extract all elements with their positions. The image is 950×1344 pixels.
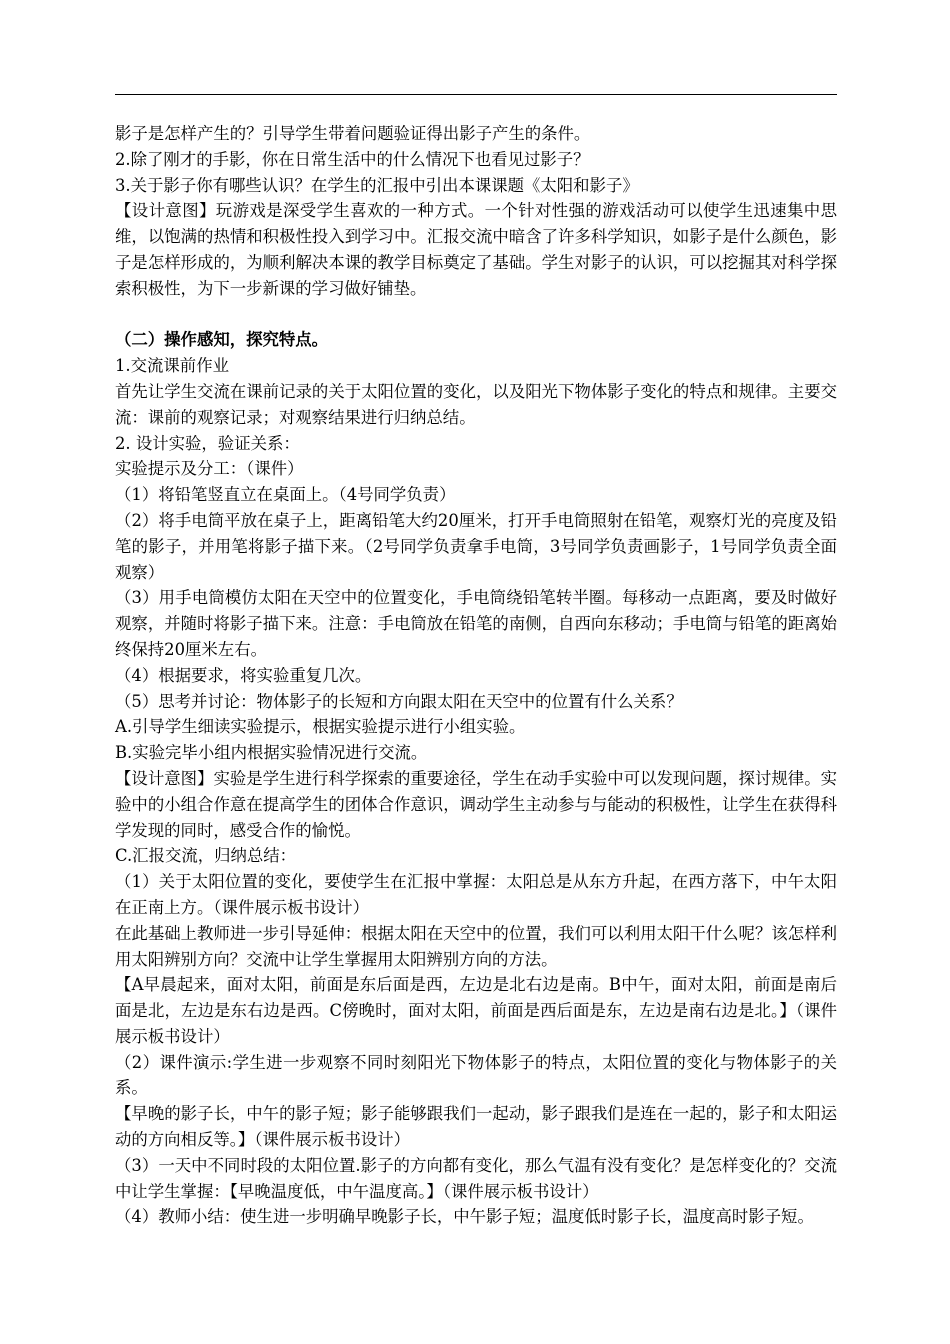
paragraph-summary-3: （3）一天中不同时段的太阳位置.影子的方向都有变化，那么气温有没有变化？是怎样变化的？交流中让学生掌握：【早晚温度低，中午温度高。】（课件展示板书设计） [115,1155,837,1201]
header-rule [115,94,837,95]
paragraph-extension: 在此基础上教师进一步引导延伸：根据太阳在天空中的位置，我们可以利用太阳干什么呢？该怎样利用太阳辨别方向？交流中让学生掌握用太阳辨别方向的方法。 [115,923,837,969]
paragraph-step-a: A.引导学生细读实验提示，根据实验提示进行小组实验。 [115,717,526,737]
paragraph-shadow-traits: 【早晚的影子长，中午的影子短；影子能够跟我们一起动，影子跟我们是连在一起的，影子和太阳运动的方向相反等。】（课件展示板书设计） [115,1104,837,1150]
paragraph-summary-1: （1）关于太阳位置的变化，要使学生在汇报中掌握：太阳总是从东方升起，在西方落下，中午太阳在正南上方。（课件展示板书设计） [115,872,837,917]
paragraph-tip-3: （3）用手电筒模仿太阳在天空中的位置变化，手电筒绕铅笔转半圈。每移动一点距离，要及时做好观察，并随时将影子描下来。注意：手电筒放在铅笔的南侧，自西向东移动；手电筒与铅笔的距离始终保持20厘米左右。 [115,588,837,659]
paragraph-tip-5: （5）思考并讨论：物体影子的长短和方向跟太阳在天空中的位置有什么关系？ [115,691,683,711]
paragraph-design-intent-2: 【设计意图】实验是学生进行科学探索的重要途径，学生在动手实验中可以发现问题，探讨规律。实验中的小组合作意在提高学生的团体合作意识，调动学生主动参与与能动的积极性，让学生在获得科学发现的同时，感受合作的愉悦。 [115,768,837,840]
paragraph-tip-2: （2）将手电筒平放在桌子上，距离铅笔大约20厘米，打开手电筒照射在铅笔，观察灯光的亮度及铅笔的影子，并用笔将影子描下来。（2号同学负责拿手电筒，3号同学负责画影子，1号同学负责全面观察） [115,510,837,582]
paragraph-step-c: C.汇报交流，归纳总结： [115,846,297,866]
paragraph-step-b: B.实验完毕小组内根据实验情况进行交流。 [115,743,428,763]
paragraph-shadow-origin: 影子是怎样产生的？引导学生带着问题验证得出影子产生的条件。 [115,124,591,143]
paragraph-direction-method: 【A早晨起来，面对太阳，前面是东后面是西，左边是北右边是南。B中午，面对太阳，前面是南后面是北，左边是东右边是西。C傍晚时，面对太阳，前面是西后面是东，左边是南右边是北。】（课件展示板书设计） [115,975,837,1046]
paragraph-summary-4: （4）教师小结：使生进一步明确早晚影子长，中午影子短；温度低时影子长，温度高时影子短。 [115,1207,814,1227]
paragraph-step-1: 1.交流课前作业 [115,356,229,376]
paragraph-question-2: 2.除了刚才的手影，你在日常生活中的什么情况下也看见过影子？ [115,149,590,169]
paragraph-exchange: 首先让学生交流在课前记录的关于太阳位置的变化，以及阳光下物体影子变化的特点和规律。主要交流：课前的观察记录；对观察结果进行归纳总结。 [115,381,837,427]
paragraph-experiment-tips: 实验提示及分工：（课件） [115,459,304,479]
section-heading-2: （二）操作感知，探究特点。 [115,330,329,350]
paragraph-question-3: 3.关于影子你有哪些认识？在学生的汇报中引出本课课题《太阳和影子》 [115,175,639,195]
document-body [115,121,837,1230]
paragraph-design-intent-1: 【设计意图】玩游戏是深受学生喜欢的一种方式。一个针对性强的游戏活动可以使学生迅速集中思维，以饱满的热情和积极性投入到学习中。汇报交流中暗含了许多科学知识，如影子是什么颜色，影子是怎样形成的，为顺利解决本课的教学目标奠定了基础。学生对影子的认识，可以挖掘其对科学探索积极性，为下一步新课的学习做好铺垫。 [115,201,837,298]
blank-line [115,302,837,328]
paragraph-step-2: 2. 设计实验，验证关系： [115,433,300,453]
paragraph-tip-1: （1）将铅笔竖直立在桌面上。（4号同学负责） [115,485,456,505]
paragraph-tip-4: （4）根据要求，将实验重复几次。 [115,665,372,685]
paragraph-summary-2: （2）课件演示:学生进一步观察不同时刻阳光下物体影子的特点，太阳位置的变化与物体影子的关系。 [115,1052,837,1098]
